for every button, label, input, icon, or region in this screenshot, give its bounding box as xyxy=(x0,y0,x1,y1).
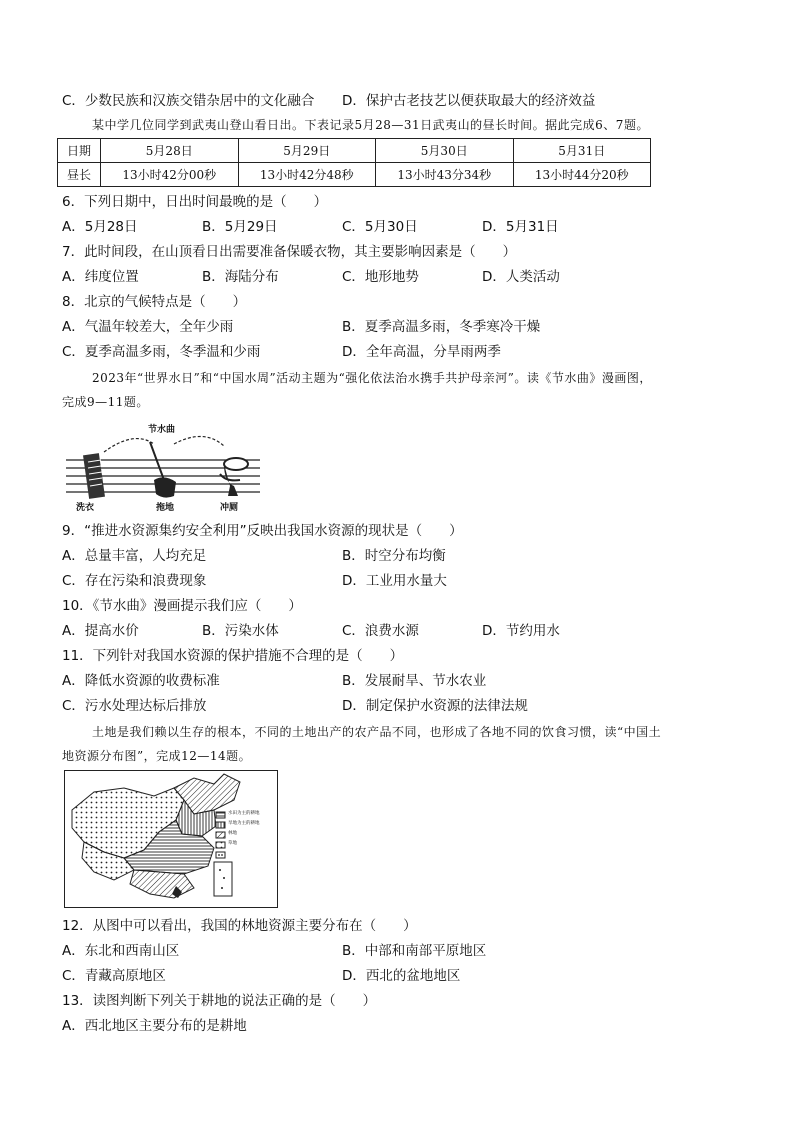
question-6: 6．下列日期中，日出时间最晚的是（ ） xyxy=(62,194,328,210)
table-row xyxy=(58,163,651,187)
q8-option-d: D．全年高温，分旱雨两季 xyxy=(342,344,501,360)
table-row xyxy=(58,139,651,163)
question-13: 13．读图判断下列关于耕地的说法正确的是（ ） xyxy=(62,993,377,1009)
q8-option-c: C．夏季高温多雨，冬季温和少雨 xyxy=(62,344,261,360)
q10-option-a: A．提高水价 xyxy=(62,623,139,639)
q7-option-a: A．纬度位置 xyxy=(62,269,139,285)
q11-option-c: C．污水处理达标后排放 xyxy=(62,698,207,714)
q9-option-b: B．时空分布均衡 xyxy=(342,548,446,564)
q13-option-a: A．西北地区主要分布的是耕地 xyxy=(62,1018,247,1034)
q5-option-d: D．保护古老技艺以便获取最大的经济效益 xyxy=(342,93,596,109)
question-12: 12．从图中可以看出，我国的林地资源主要分布在（ ） xyxy=(62,918,417,934)
q12-option-b: B．中部和南部平原地区 xyxy=(342,943,487,959)
q12-option-a: A．东北和西南山区 xyxy=(62,943,180,959)
intro-12-14: 土地是我们赖以生存的根本，不同的土地出产的农产品不同，也形成了各地不同的饮食习惯，读“中国土 xyxy=(92,725,662,739)
q10-option-d: D．节约用水 xyxy=(482,623,560,639)
table-cell-date: 5月31日 xyxy=(513,139,651,163)
q12-option-c: C．青藏高原地区 xyxy=(62,968,166,984)
q10-option-c: C．浪费水源 xyxy=(342,623,419,639)
question-7: 7．此时间段，在山顶看日出需要准备保暖衣物，其主要影响因素是（ ） xyxy=(62,244,517,260)
table-cell-date: 5月28日 xyxy=(101,139,239,163)
q7-option-d: D．人类活动 xyxy=(482,269,560,285)
q9-option-d: D．工业用水量大 xyxy=(342,573,447,589)
question-10: 10．《节水曲》漫画提示我们应（ ） xyxy=(62,598,302,614)
day-length-table xyxy=(57,138,651,187)
table-cell-length: 13小时43分34秒 xyxy=(376,163,514,187)
question-9: 9．“推进水资源集约安全利用”反映出我国水资源的现状是（ ） xyxy=(62,523,463,539)
water-saving-cartoon xyxy=(64,420,264,512)
q6-option-a: A．5月28日 xyxy=(62,219,138,235)
legend-dryland: 旱地为主的耕地 xyxy=(228,821,260,826)
legend-paddy: 水田为主的耕地 xyxy=(228,811,260,816)
legend-grass: 草地 xyxy=(228,841,237,846)
table-cell-date: 5月29日 xyxy=(238,139,376,163)
table-header-length: 昼长 xyxy=(58,163,101,187)
q9-option-a: A．总量丰富，人均充足 xyxy=(62,548,207,564)
china-land-resource-map xyxy=(64,770,278,908)
cartoon-label-wash: 洗衣 xyxy=(76,503,95,513)
q8-option-b: B．夏季高温多雨，冬季寒冷干燥 xyxy=(342,319,541,335)
question-8: 8．北京的气候特点是（ ） xyxy=(62,294,247,310)
q9-option-c: C．存在污染和浪费现象 xyxy=(62,573,207,589)
q6-option-b: B．5月29日 xyxy=(202,219,278,235)
table-cell-length: 13小时42分48秒 xyxy=(238,163,376,187)
table-header-date: 日期 xyxy=(58,139,101,163)
table-cell-date: 5月30日 xyxy=(376,139,514,163)
q6-option-d: D．5月31日 xyxy=(482,219,559,235)
q5-option-c: C．少数民族和汉族交错杂居中的文化融合 xyxy=(62,93,315,109)
q8-option-a: A．气温年较差大，全年少雨 xyxy=(62,319,234,335)
q7-option-c: C．地形地势 xyxy=(342,269,419,285)
cartoon-title: 节水曲 xyxy=(148,425,176,435)
mop-icon xyxy=(150,442,176,498)
q10-option-b: B．污染水体 xyxy=(202,623,279,639)
table-cell-length: 13小时44分20秒 xyxy=(513,163,651,187)
legend-forest: 林地 xyxy=(228,831,237,836)
intro-9-11-cont: 完成9—11题。 xyxy=(62,395,149,409)
question-11: 11．下列针对我国水资源的保护措施不合理的是（ ） xyxy=(62,648,404,664)
q6-option-c: C．5月30日 xyxy=(342,219,418,235)
intro-9-11: 2023年“世界水日”和“中国水周”活动主题为“强化依法治水携手共护母亲河”。读《节水曲》漫画图， xyxy=(92,371,652,385)
q11-option-d: D．制定保护水资源的法律法规 xyxy=(342,698,528,714)
q11-option-b: B．发展耐旱、节水农业 xyxy=(342,673,487,689)
toilet-icon xyxy=(220,458,248,496)
intro-12-14-cont: 地资源分布图”，完成12—14题。 xyxy=(62,749,252,763)
q11-option-a: A．降低水资源的收费标准 xyxy=(62,673,220,689)
table-cell-length: 13小时42分00秒 xyxy=(101,163,239,187)
intro-6-7: 某中学几位同学到武夷山登山看日出。下表记录5月28—31日武夷山的昼长时间。据此完成6、7题。 xyxy=(92,118,649,132)
q7-option-b: B．海陆分布 xyxy=(202,269,279,285)
cartoon-label-mop: 拖地 xyxy=(156,503,175,513)
cartoon-label-toilet: 冲厕 xyxy=(220,503,239,513)
q12-option-d: D．西北的盆地地区 xyxy=(342,968,461,984)
